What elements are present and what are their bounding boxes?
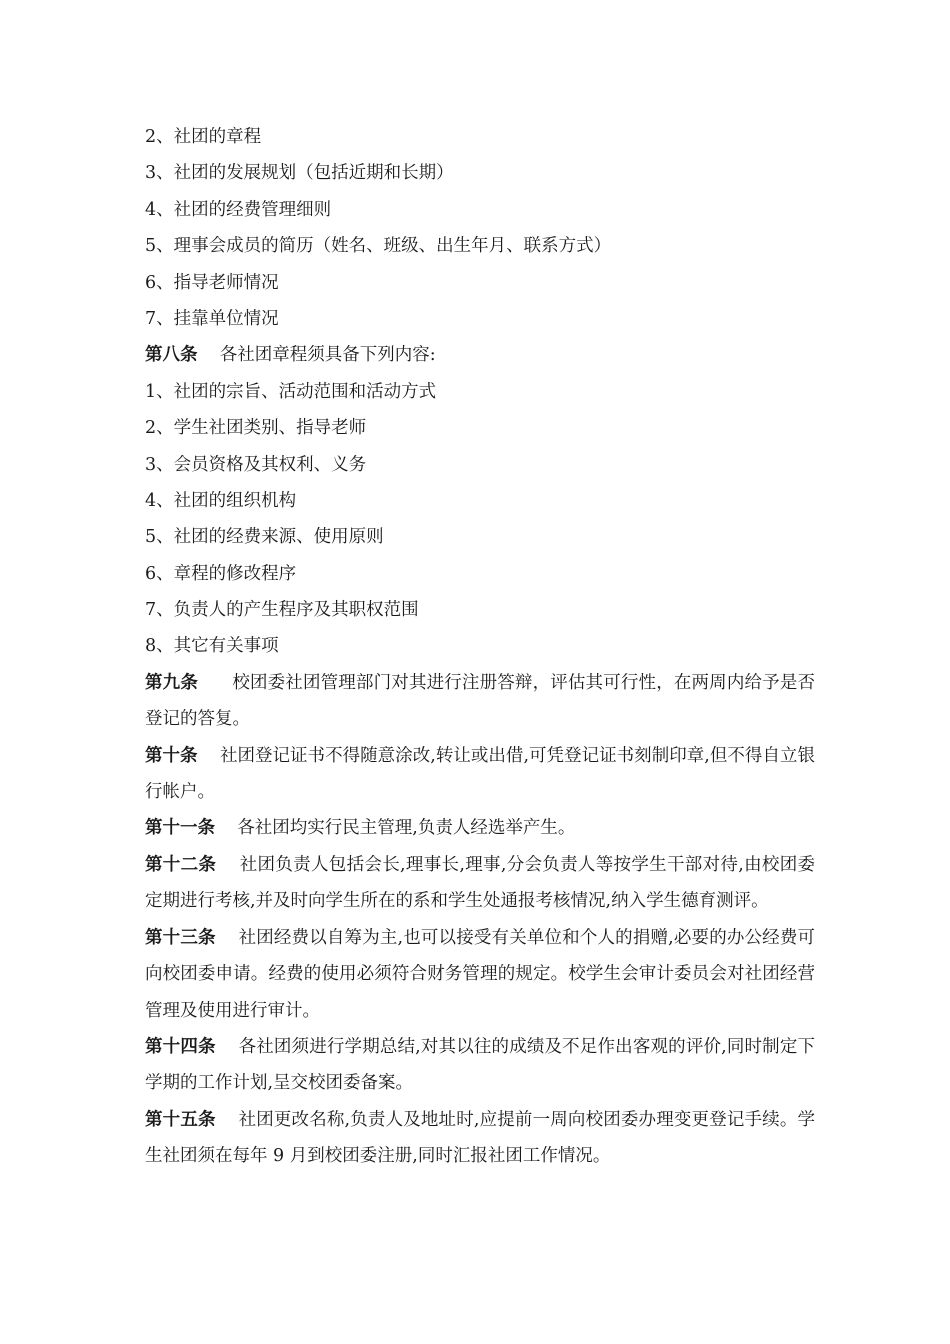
article-label: 第十五条	[145, 1109, 216, 1130]
list-item: 4、社团的经费管理细则	[145, 199, 332, 220]
article-text: 社团经费以自筹为主,也可以接受有关单位和个人的捐赠,必要的办公经费可向校团委申请。经费的使用必须符合财务管理的规定。校学生会审计委员会对社团经营管理及使用进行审计。	[145, 927, 816, 1021]
list-item: 7、挂靠单位情况	[145, 308, 279, 329]
article-text: 社团更改名称,负责人及地址时,应提前一周向校团委办理变更登记手续。学生社团须在每年 9 月到校团委注册,同时汇报社团工作情况。	[145, 1109, 816, 1167]
article-label: 第九条	[145, 672, 198, 693]
list-item: 7、负责人的产生程序及其职权范围	[145, 600, 419, 621]
article-text: 校团委社团管理部门对其进行注册答辩，评估其可行性，在两周内给予是否登记的答复。	[145, 672, 815, 730]
article-text: 各社团均实行民主管理,负责人经选举产生。	[237, 818, 576, 839]
required-materials-list	[145, 119, 815, 337]
article-14	[145, 1029, 815, 1102]
charter-contents-list	[145, 374, 815, 665]
list-item: 3、社团的发展规划（包括近期和长期）	[145, 163, 454, 184]
article-label: 第八条	[145, 345, 198, 366]
article-text: 社团负责人包括会长,理事长,理事,分会负责人等按学生干部对待,由校团委定期进行考核,并及时向学生所在的系和学生处通报考核情况,纳入学生德育测评。	[145, 854, 816, 912]
article-label: 第十二条	[145, 854, 217, 875]
article-text: 各社团章程须具备下列内容:	[219, 345, 436, 366]
list-item: 6、章程的修改程序	[145, 563, 297, 584]
list-item: 2、社团的章程	[145, 127, 262, 147]
article-10	[145, 738, 815, 811]
article-8	[145, 337, 815, 373]
list-item: 2、学生社团类别、指导老师	[145, 418, 367, 439]
article-9	[145, 665, 815, 738]
list-item: 8、其它有关事项	[145, 636, 279, 657]
list-item: 1、社团的宗旨、活动范围和活动方式	[145, 381, 437, 402]
article-label: 第十一条	[145, 818, 215, 839]
article-15	[145, 1102, 815, 1175]
list-item: 3、会员资格及其权利、义务	[145, 454, 367, 475]
article-text: 社团登记证书不得随意涂改,转让或出借,可凭登记证书刻制印章,但不得自立银行帐户。	[145, 745, 815, 803]
list-item: 6、指导老师情况	[145, 272, 279, 293]
list-item: 5、理事会成员的简历（姓名、班级、出生年月、联系方式）	[145, 236, 612, 257]
article-11	[145, 810, 815, 846]
article-label: 第十条	[145, 745, 198, 766]
list-item: 4、社团的组织机构	[145, 490, 297, 511]
article-label: 第十三条	[145, 927, 216, 948]
article-13	[145, 920, 815, 1029]
article-label: 第十四条	[145, 1036, 216, 1057]
document-page	[145, 119, 815, 1175]
article-text: 各社团须进行学期总结,对其以往的成绩及不足作出客观的评价,同时制定下学期的工作计划,呈交校团委备案。	[145, 1036, 816, 1094]
article-12	[145, 847, 815, 920]
list-item: 5、社团的经费来源、使用原则	[145, 527, 384, 548]
